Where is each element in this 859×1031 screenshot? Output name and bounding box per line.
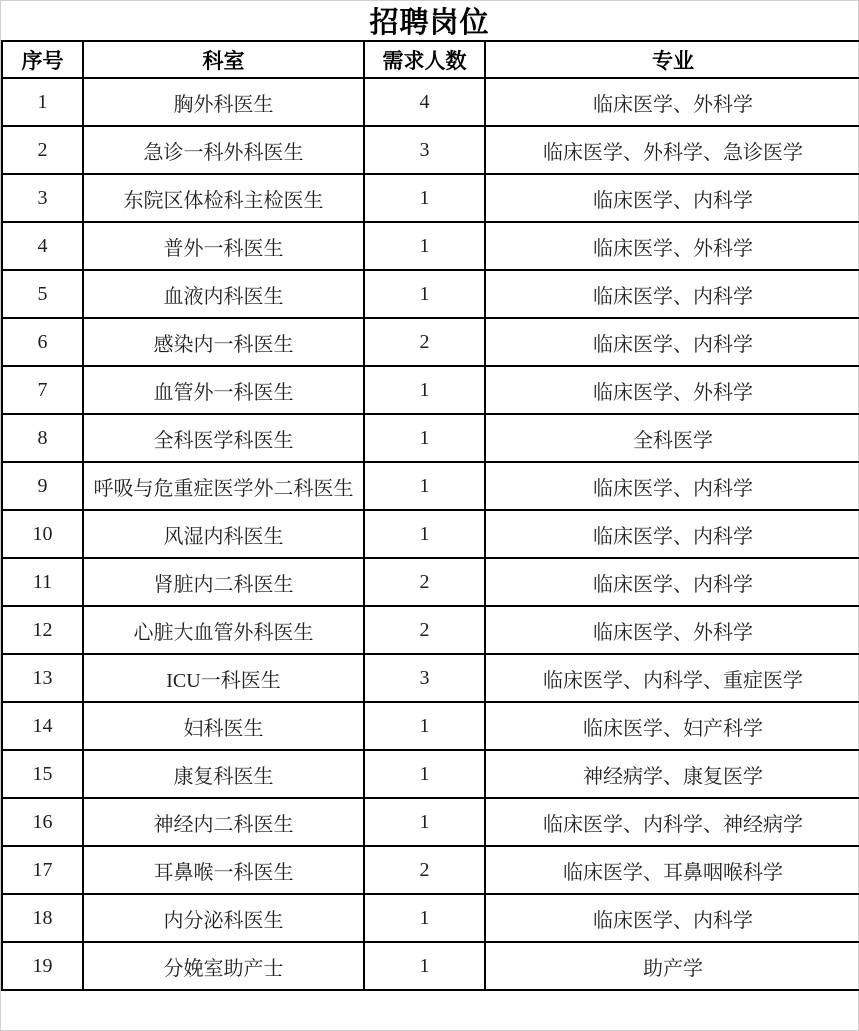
cell-index: 13 (2, 654, 83, 702)
cell-department: 普外一科医生 (83, 222, 364, 270)
cell-major: 临床医学、内科学、重症医学 (485, 654, 859, 702)
cell-headcount: 1 (364, 270, 485, 318)
cell-department: 血液内科医生 (83, 270, 364, 318)
cell-index: 11 (2, 558, 83, 606)
cell-department: 分娩室助产士 (83, 942, 364, 990)
cell-major: 临床医学、外科学、急诊医学 (485, 126, 859, 174)
cell-department: 血管外一科医生 (83, 366, 364, 414)
cell-major: 全科医学 (485, 414, 859, 462)
cell-headcount: 1 (364, 414, 485, 462)
cell-headcount: 1 (364, 510, 485, 558)
table-row (2, 942, 859, 990)
cell-index: 7 (2, 366, 83, 414)
cell-department: 心脏大血管外科医生 (83, 606, 364, 654)
recruitment-table (1, 40, 859, 991)
cell-department: 神经内二科医生 (83, 798, 364, 846)
cell-index: 18 (2, 894, 83, 942)
cell-major: 神经病学、康复医学 (485, 750, 859, 798)
cell-headcount: 1 (364, 798, 485, 846)
table-row (2, 798, 859, 846)
table-row (2, 78, 859, 126)
cell-major: 临床医学、妇产科学 (485, 702, 859, 750)
cell-index: 8 (2, 414, 83, 462)
cell-department: 感染内一科医生 (83, 318, 364, 366)
cell-index: 16 (2, 798, 83, 846)
cell-index: 1 (2, 78, 83, 126)
cell-headcount: 1 (364, 702, 485, 750)
column-header-headcount: 需求人数 (364, 41, 485, 78)
table-row (2, 318, 859, 366)
cell-headcount: 1 (364, 366, 485, 414)
cell-major: 临床医学、内科学 (485, 174, 859, 222)
cell-major: 临床医学、外科学 (485, 222, 859, 270)
table-row (2, 462, 859, 510)
cell-major: 临床医学、内科学 (485, 270, 859, 318)
cell-headcount: 3 (364, 654, 485, 702)
cell-major: 临床医学、内科学 (485, 510, 859, 558)
cell-department: 风湿内科医生 (83, 510, 364, 558)
cell-headcount: 1 (364, 894, 485, 942)
table-row (2, 174, 859, 222)
cell-department: 肾脏内二科医生 (83, 558, 364, 606)
table-row (2, 510, 859, 558)
table-row (2, 750, 859, 798)
cell-index: 17 (2, 846, 83, 894)
cell-index: 15 (2, 750, 83, 798)
cell-headcount: 4 (364, 78, 485, 126)
page-title: 招聘岗位 (369, 7, 490, 39)
cell-index: 19 (2, 942, 83, 990)
cell-index: 10 (2, 510, 83, 558)
cell-department: 呼吸与危重症医学外二科医生 (83, 462, 364, 510)
table-row (2, 270, 859, 318)
cell-department: 急诊一科外科医生 (83, 126, 364, 174)
table-row (2, 654, 859, 702)
cell-index: 3 (2, 174, 83, 222)
cell-department: 康复科医生 (83, 750, 364, 798)
table-row (2, 846, 859, 894)
cell-major: 临床医学、内科学 (485, 558, 859, 606)
cell-headcount: 2 (364, 318, 485, 366)
table-row (2, 894, 859, 942)
cell-index: 6 (2, 318, 83, 366)
cell-major: 临床医学、内科学 (485, 462, 859, 510)
cell-major: 助产学 (485, 942, 859, 990)
cell-index: 2 (2, 126, 83, 174)
cell-department: 耳鼻喉一科医生 (83, 846, 364, 894)
cell-index: 9 (2, 462, 83, 510)
cell-major: 临床医学、内科学 (485, 318, 859, 366)
cell-index: 14 (2, 702, 83, 750)
cell-headcount: 1 (364, 174, 485, 222)
cell-major: 临床医学、内科学 (485, 894, 859, 942)
table-row (2, 366, 859, 414)
table-row (2, 126, 859, 174)
cell-department: 内分泌科医生 (83, 894, 364, 942)
cell-headcount: 1 (364, 222, 485, 270)
header-row (2, 41, 859, 78)
cell-department: 东院区体检科主检医生 (83, 174, 364, 222)
column-header-major: 专业 (485, 41, 859, 78)
table-row (2, 414, 859, 462)
cell-department: 胸外科医生 (83, 78, 364, 126)
table-row (2, 702, 859, 750)
cell-headcount: 2 (364, 606, 485, 654)
cell-department: 全科医学科医生 (83, 414, 364, 462)
table-row (2, 222, 859, 270)
cell-index: 4 (2, 222, 83, 270)
column-header-department: 科室 (83, 41, 364, 78)
table-row (2, 558, 859, 606)
cell-department: ICU一科医生 (83, 654, 364, 702)
cell-index: 12 (2, 606, 83, 654)
cell-headcount: 3 (364, 126, 485, 174)
cell-headcount: 1 (364, 750, 485, 798)
cell-major: 临床医学、外科学 (485, 78, 859, 126)
cell-headcount: 1 (364, 462, 485, 510)
cell-department: 妇科医生 (83, 702, 364, 750)
table-row (2, 606, 859, 654)
cell-major: 临床医学、内科学、神经病学 (485, 798, 859, 846)
cell-headcount: 2 (364, 558, 485, 606)
cell-headcount: 1 (364, 942, 485, 990)
cell-headcount: 2 (364, 846, 485, 894)
cell-major: 临床医学、外科学 (485, 606, 859, 654)
cell-major: 临床医学、耳鼻咽喉科学 (485, 846, 859, 894)
table-body (2, 78, 859, 990)
cell-major: 临床医学、外科学 (485, 366, 859, 414)
cell-index: 5 (2, 270, 83, 318)
column-header-index: 序号 (2, 41, 83, 78)
